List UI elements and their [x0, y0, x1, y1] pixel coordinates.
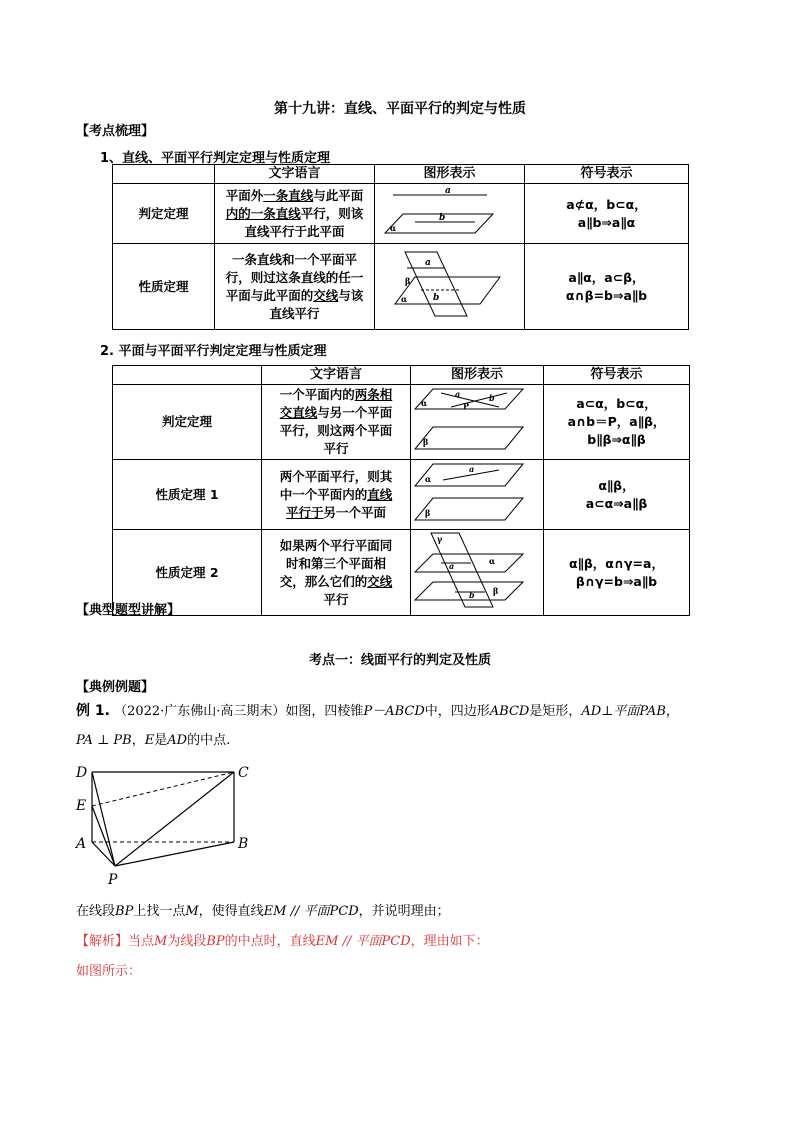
line-plane-property-figure	[375, 244, 525, 324]
row-text: 如果两个平行平面同 时和第三个平面相 交，那么它们的交线 平行	[262, 530, 411, 616]
svg-text:b: b	[439, 213, 446, 223]
svg-text:b: b	[433, 293, 440, 303]
row-name: 性质定理 1	[113, 460, 262, 530]
svg-text:a: a	[425, 258, 431, 268]
table-row	[113, 184, 689, 244]
table-header-row	[113, 366, 690, 385]
svg-text:A: A	[76, 836, 87, 852]
svg-text:a: a	[445, 186, 451, 196]
svg-text:B: B	[238, 836, 249, 852]
figure-cell	[375, 244, 525, 330]
symbol-cell: a⊄α，b⊂α， a∥b⇒a∥α	[525, 184, 689, 244]
svg-text:β: β	[423, 437, 429, 447]
section-kaodian-heading: 【考点梳理】	[76, 124, 155, 139]
pyramid-figure	[72, 760, 262, 890]
header-empty	[113, 165, 215, 184]
table-header-row	[113, 165, 689, 184]
table-row	[113, 460, 690, 530]
svg-text:P: P	[108, 872, 118, 888]
kaodian1-heading: 考点一：线面平行的判定及性质	[308, 653, 491, 668]
row-name: 性质定理 2	[113, 530, 262, 616]
svg-text:a: a	[455, 389, 461, 399]
svg-text:D: D	[76, 765, 88, 781]
row-name: 判定定理	[113, 184, 215, 244]
svg-text:b: b	[489, 393, 495, 403]
figure-cell	[375, 184, 525, 244]
svg-text:α: α	[390, 223, 397, 233]
example-line-2: PA ⊥ PB，E是AD的中点.	[76, 733, 231, 748]
example-label: 例 1.	[76, 703, 110, 719]
plane-plane-property2-figure	[411, 530, 544, 610]
plane-plane-judgment-figure	[411, 385, 544, 454]
row-name: 性质定理	[113, 244, 215, 330]
table-row	[113, 530, 690, 616]
row-text: 一个平面内的两条相 交直线与另一个平面 平行，则这两个平面 平行	[262, 385, 411, 460]
table-row	[113, 385, 690, 460]
symbol-cell: a⊂α，b⊂α， a∩b＝P，a∥β， b∥β⇒α∥β	[544, 385, 690, 460]
section-dianli-heading: 【典例例题】	[76, 680, 155, 695]
svg-text:C: C	[238, 765, 249, 781]
svg-text:a: a	[469, 464, 475, 474]
header-figure: 图形表示	[411, 366, 544, 385]
solution-line-2: 如图所示：	[76, 964, 142, 979]
figure-cell	[411, 530, 544, 616]
svg-text:β: β	[425, 508, 431, 518]
row-name: 判定定理	[113, 385, 262, 460]
header-empty	[113, 366, 262, 385]
header-symbol: 符号表示	[525, 165, 689, 184]
svg-text:α: α	[421, 398, 428, 408]
example-line-1: 例 1. （2022·广东佛山·高三期末）如图，四棱锥P－ABCD中，四边形ABCD是矩形，AD⊥平面PAB，	[76, 703, 679, 719]
symbol-cell: α∥β，α∩γ=a， β∩γ=b⇒a∥b	[544, 530, 690, 616]
svg-text:α: α	[401, 294, 408, 304]
figure-cell	[411, 385, 544, 460]
question-text: 在线段BP上找一点M，使得直线EM // 平面PCD，并说明理由；	[76, 904, 450, 919]
row-text: 一条直线和一个平面平 行，则过这条直线的任一 平面与此平面的交线与该 直线平行	[215, 244, 375, 330]
section-dianxing-heading: 【典型题型讲解】	[76, 603, 181, 618]
table-line-plane-theorems	[112, 164, 689, 330]
svg-text:γ: γ	[437, 534, 443, 544]
solution-text: 【解析】当点M为线段BP的中点时，直线EM // 平面PCD，理由如下：	[76, 934, 489, 949]
header-symbol: 符号表示	[544, 366, 690, 385]
svg-text:E: E	[76, 798, 87, 814]
svg-text:α: α	[425, 474, 432, 484]
part2-heading: 2. 平面与平面平行判定定理与性质定理	[100, 344, 327, 359]
svg-text:b: b	[469, 590, 475, 600]
part1-heading: 1、直线、平面平行判定定理与性质定理	[100, 151, 331, 166]
row-text: 两个平面平行，则其 中一个平面内的直线 平行于另一个平面	[262, 460, 411, 530]
svg-text:β: β	[405, 276, 411, 286]
svg-text:α: α	[489, 556, 496, 566]
figure-cell	[411, 460, 544, 530]
row-text: 平面外一条直线与此平面 内的一条直线平行，则该 直线平行于此平面	[215, 184, 375, 244]
table-row	[113, 244, 689, 330]
header-text-language: 文字语言	[262, 366, 411, 385]
svg-text:β: β	[493, 586, 499, 596]
line-plane-judgment-figure	[375, 184, 525, 238]
plane-plane-property1-figure	[411, 460, 544, 524]
page-title: 第十九讲：直线、平面平行的判定与性质	[274, 101, 526, 117]
header-text-language: 文字语言	[215, 165, 375, 184]
header-figure: 图形表示	[375, 165, 525, 184]
svg-text:P: P	[463, 401, 470, 411]
symbol-cell: a∥α，a⊂β， α∩β=b⇒a∥b	[525, 244, 689, 330]
symbol-cell: α∥β， a⊂α⇒a∥β	[544, 460, 690, 530]
table-plane-plane-theorems	[112, 365, 690, 616]
svg-text:a: a	[449, 561, 455, 571]
